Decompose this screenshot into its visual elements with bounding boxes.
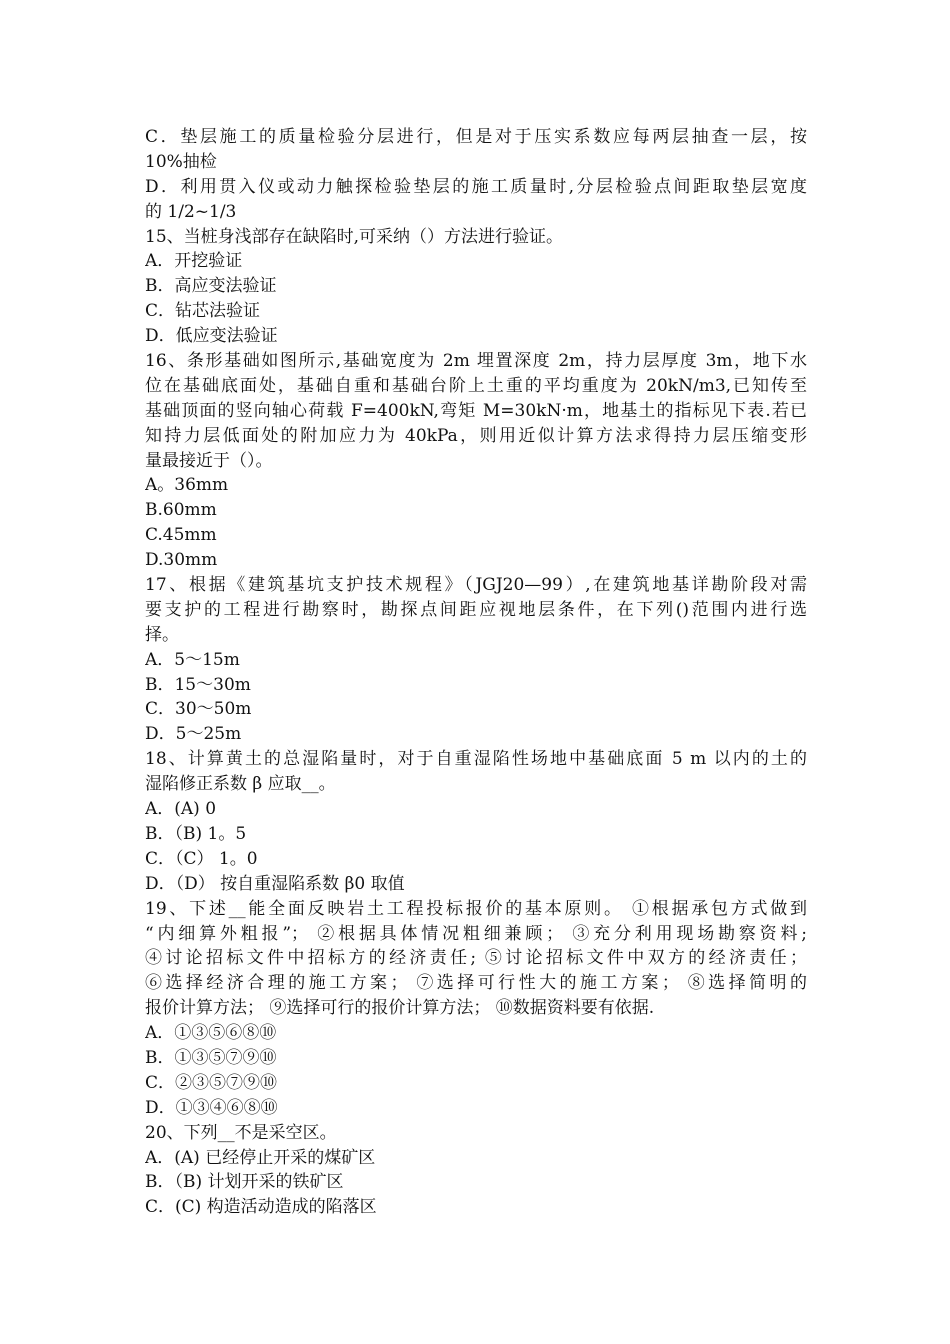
text-line: A．①③⑤⑥⑧⑩	[145, 1023, 277, 1044]
text-line: 基础顶面的竖向轴心荷载 F=400kN,弯矩 M=30kN·m，地基土的指标见下表.若已	[145, 400, 807, 421]
text-line: 17、根据《建筑基坑支护技术规程》（JGJ20—99）,在建筑地基详勘阶段对需	[145, 575, 807, 596]
text-line: D．①③④⑥⑧⑩	[145, 1097, 278, 1118]
text-line: C．（C） 1。0	[145, 848, 258, 869]
text-line: 湿陷修正系数 β 应取__。	[145, 774, 336, 795]
text-line: 知持力层低面处的附加应力为 40kPa，则用近似计算方法求得持力层压缩变形	[145, 425, 807, 446]
text-line: B．高应变法验证	[145, 276, 277, 297]
text-line: C.45mm	[145, 525, 217, 546]
text-line: D．低应变法验证	[145, 326, 278, 347]
text-line: 量最接近于（）。	[145, 450, 273, 471]
text-line: B.60mm	[145, 500, 217, 521]
text-line: 19、下述__能全面反映岩土工程投标报价的基本原则。 ①根据承包方式做到	[145, 898, 807, 919]
text-line: ⑥选择经济合理的施工方案； ⑦选择可行性大的施工方案； ⑧选择简明的	[145, 973, 807, 994]
text-line: D．5～25m	[145, 724, 242, 745]
text-line: A．5～15m	[145, 649, 240, 670]
text-line: 要支护的工程进行勘察时，勘探点间距应视地层条件，在下列()范围内进行选	[145, 599, 807, 620]
text-line: C．垫层施工的质量检验分层进行，但是对于压实系数应每两层抽查一层，按	[145, 127, 807, 147]
text-line: 16、条形基础如图所示,基础宽度为 2m 埋置深度 2m，持力层厚度 3m，地下水	[145, 351, 807, 372]
text-line: C．②③⑤⑦⑨⑩	[145, 1072, 278, 1093]
text-line: C．(C) 构造活动造成的陷落区	[145, 1197, 377, 1218]
text-line: B．（B) 1。5	[145, 823, 247, 844]
text-line: 位在基础底面处，基础自重和基础台阶上土重的平均重度为 20kN/m3,已知传至	[145, 375, 807, 396]
text-line: A．(A) 已经停止开采的煤矿区	[145, 1147, 376, 1168]
text-line: 择。	[145, 624, 179, 645]
text-line: 的 1/2~1/3	[145, 201, 237, 222]
text-line: C．30～50m	[145, 699, 252, 720]
text-line: A．(A) 0	[145, 799, 217, 820]
document-body	[145, 125, 807, 1220]
text-line: 报价计算方法； ⑨选择可行的报价计算方法； ⑩数据资料要有依据.	[145, 998, 655, 1019]
text-line: D.30mm	[145, 550, 218, 571]
text-line: ④讨论招标文件中招标方的经济责任; ⑤讨论招标文件中双方的经济责任；	[145, 948, 807, 969]
text-line: D．（D） 按自重湿陷系数 β0 取值	[145, 873, 405, 894]
text-line: C．钻芯法验证	[145, 301, 261, 322]
text-line: 20、下列__不是采空区。	[145, 1122, 337, 1143]
text-line: 18、计算黄土的总湿陷量时，对于自重湿陷性场地中基础底面 5 m 以内的土的	[145, 749, 807, 770]
text-line: A．开挖验证	[145, 251, 243, 272]
text-line: A。36mm	[145, 475, 229, 496]
text-line: B．①③⑤⑦⑨⑩	[145, 1047, 277, 1068]
text-line: “内细算外粗报”； ②根据具体情况粗细兼顾； ③充分利用现场勘察资料;	[145, 923, 807, 944]
text-line: B．15～30m	[145, 674, 251, 695]
text-line: B．（B) 计划开采的铁矿区	[145, 1172, 344, 1193]
text-line: 15、当桩身浅部存在缺陷时,可采纳（）方法进行验证。	[145, 226, 564, 247]
text-line: 10%抽检	[145, 151, 217, 172]
text-line: D．利用贯入仪或动力触探检验垫层的施工质量时,分层检验点间距取垫层宽度	[145, 176, 807, 197]
